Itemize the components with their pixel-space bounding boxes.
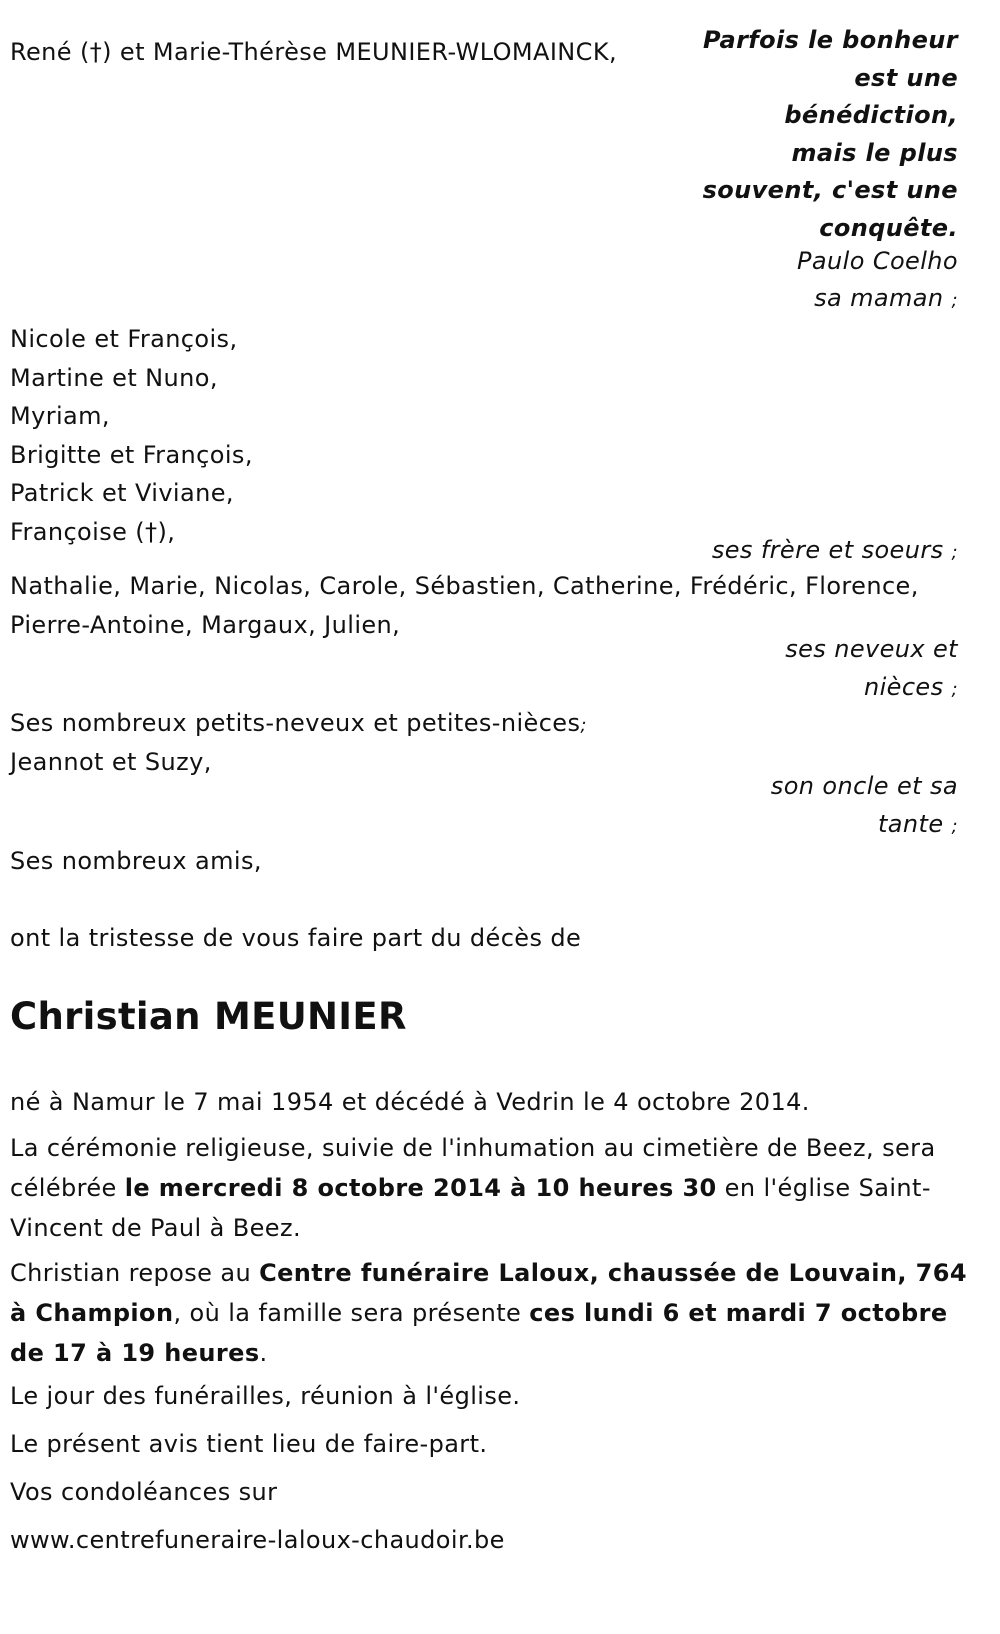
ceremony-date: le mercredi 8 octobre 2014 à 10 heures 30 [124, 1174, 717, 1202]
quote-line: conquête. [819, 213, 958, 242]
nephews-line-2: Pierre-Antoine, Margaux, Julien, [10, 611, 401, 639]
list-item: Myriam, [10, 402, 110, 430]
list-item: Brigitte et François, [10, 440, 253, 469]
quote-line: mais le plus [791, 138, 958, 167]
list-item: Martine et Nuno, [10, 363, 218, 392]
list-item: Patrick et Viviane, [10, 479, 234, 507]
funeral-center: Centre funéraire Laloux, chaussée de Louvain, 764 à Champion [10, 1259, 967, 1327]
notice-line: Le présent avis tient lieu de faire-part. [10, 1430, 488, 1458]
siblings-list [10, 320, 253, 551]
quote-line: souvent, c'est une [702, 176, 958, 204]
announcement: ont la tristesse de vous faire part du décès de [10, 924, 582, 952]
role-siblings: ses frère et soeurs ; [711, 536, 958, 564]
role-nephews-1: ses neveux et [785, 635, 958, 663]
website-link[interactable]: www.centrefuneraire-laloux-chaudoir.be [10, 1526, 505, 1554]
grand-nephews: Ses nombreux petits-neveux et petites-nièces; [10, 709, 587, 737]
quote-author: Paulo Coelho [797, 247, 958, 275]
uncle-aunt: Jeannot et Suzy, [10, 748, 212, 776]
parents-line: René (†) et Marie-Thérèse MEUNIER-WLOMAINCK, [10, 38, 617, 66]
list-item: Nicole et François, [10, 325, 238, 353]
role-uncle-2: tante ; [877, 810, 958, 838]
list-item: Françoise (†), [10, 517, 176, 546]
birth-death: né à Namur le 7 mai 1954 et décédé à Vedrin le 4 octobre 2014. [10, 1088, 810, 1116]
nephews-line-1: Nathalie, Marie, Nicolas, Carole, Sébastien, Catherine, Frédéric, Florence, [10, 572, 919, 600]
quote-line: bénédiction, [784, 101, 958, 129]
funeral-day: Le jour des funérailles, réunion à l'église. [10, 1382, 521, 1410]
quote-line: Parfois le bonheur [703, 26, 958, 54]
rest-paragraph: Christian repose au Centre funéraire Laloux, chaussée de Louvain, 764 à Champion, où la famille sera présente ces lundi 6 et mardi 7 octobre de 17 à 19 heures. [10, 1259, 967, 1367]
quote-line: est une [854, 63, 958, 92]
visiting-hours: ces lundi 6 et mardi 7 octobre de 17 à 19 heures [10, 1299, 948, 1367]
ceremony-paragraph: La cérémonie religieuse, suivie de l'inhumation au cimetière de Beez, sera célébrée le mercredi 8 octobre 2014 à 10 heures 30 en l'église Saint-Vincent de Paul à Beez. [10, 1134, 936, 1242]
friends-line: Ses nombreux amis, [10, 847, 262, 875]
deceased-name: Christian MEUNIER [10, 995, 407, 1038]
role-maman: sa maman ; [814, 284, 958, 312]
role-uncle-1: son oncle et sa [770, 772, 958, 800]
quote-block [703, 22, 958, 247]
condolences-line: Vos condoléances sur [10, 1478, 278, 1506]
role-nephews-2: nièces ; [863, 673, 958, 701]
